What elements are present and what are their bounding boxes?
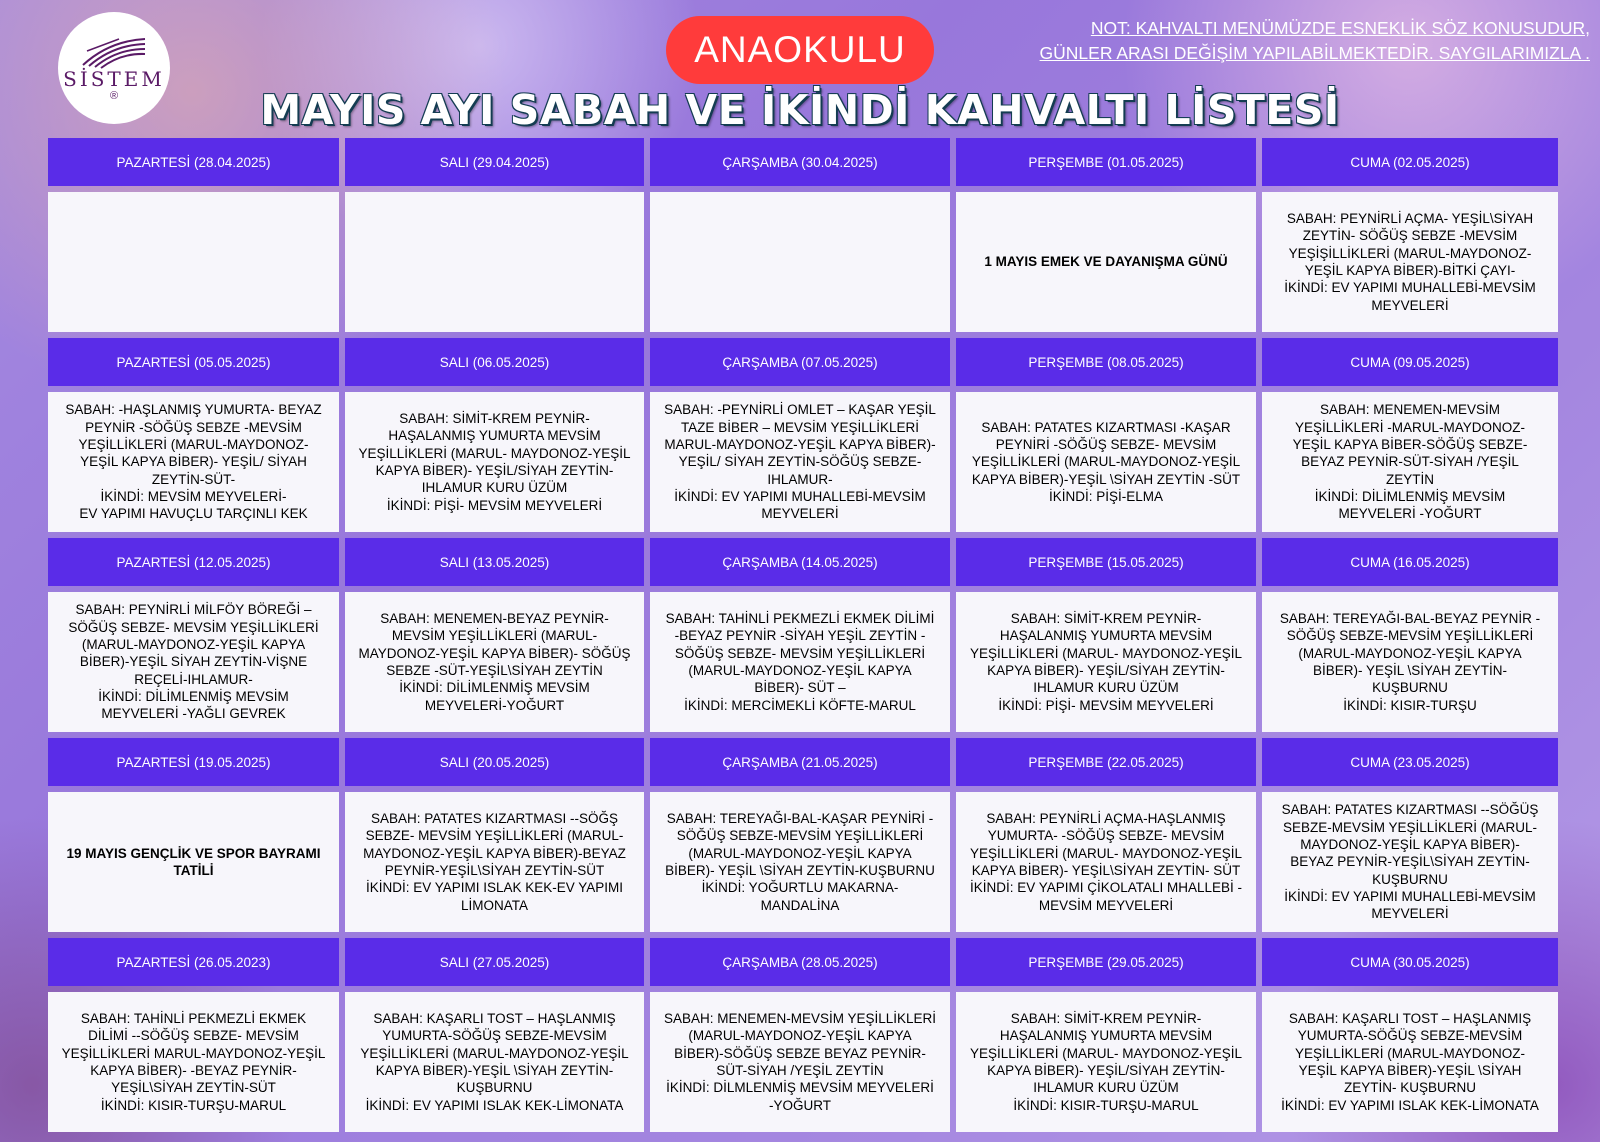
- day-header: PAZARTESİ (05.05.2025): [48, 338, 339, 386]
- day-menu: SABAH: MENEMEN-MEVSİM YEŞİLLİKLERİ (MARUL-MAYDONOZ-YEŞİL KAPYA BİBER)-SÖĞÜŞ SEBZE BEYAZ PEYNİR- SÜT-SİYAH /YEŞİL ZEYTİN İKİNDİ: DİLMLENMİŞ MEVSİM MEYVELERİ -YOĞURT: [650, 992, 950, 1132]
- day-header: SALI (29.04.2025): [345, 138, 644, 186]
- roof-lines-icon: [79, 35, 149, 69]
- day-menu: SABAH: KAŞARLI TOST – HAŞLANMIŞ YUMURTA-SÖĞÜŞ SEBZE-MEVSİM YEŞİLLİKLERİ (MARUL-MAYDONOZ-YEŞİL KAPYA BİBER)-YEŞİL \SİYAH ZEYTİN- KUŞBURNU İKİNDİ: EV YAPIMI ISLAK KEK-LİMONATA: [345, 992, 644, 1132]
- day-menu: SABAH: PEYNİRLİ MİLFÖY BÖREĞİ – SÖĞÜŞ SEBZE- MEVSİM YEŞİLLİKLERİ (MARUL-MAYDONOZ-YEŞİL KAPYA BİBER)-YEŞİL SİYAH ZEYTİN-VİŞNE REÇELİ-IHLAMUR- İKİNDİ: DİLİMLENMİŞ MEVSİM MEYVELERİ -YAĞLI GEVREK: [48, 592, 339, 732]
- day-header: PERŞEMBE (01.05.2025): [956, 138, 1256, 186]
- day-menu: SABAH: PATATES KIZARTMASI -KAŞAR PEYNİRİ -SÖĞÜŞ SEBZE- MEVSİM YEŞİLLİKLERİ (MARUL-MAYDONOZ-YEŞİL KAPYA BİBER)-YEŞİL \SİYAH ZEYTİN -SÜT İKİNDİ: PİŞİ-ELMA: [956, 392, 1256, 532]
- menu-note-line-2: GÜNLER ARASI DEĞİŞİM YAPILABİLMEKTEDİR. SAYGILARIMIZLA .: [1039, 43, 1590, 63]
- day-menu: SABAH: PEYNİRLİ AÇMA-HAŞLANMIŞ YUMURTA- -SÖĞÜŞ SEBZE- MEVSİM YEŞİLLİKLERİ (MARUL- MAYDONOZ-YEŞİL KAPYA BİBER)- YEŞİL\SİYAH ZEYTİN- SÜT İKİNDİ: EV YAPIMI ÇİKOLATALI MHALLEBİ - MEVSİM MEYVELERİ: [956, 792, 1256, 932]
- logo-wordmark: SİSTEM: [63, 66, 165, 91]
- day-menu: SABAH: TEREYAĞI-BAL-BEYAZ PEYNİR - SÖĞÜŞ SEBZE-MEVSİM YEŞİLLİKLERİ (MARUL-MAYDONOZ-YEŞİL KAPYA BİBER)- YEŞİL \SİYAH ZEYTİN- KUŞBURNU İKİNDİ: KISIR-TURŞU: [1262, 592, 1558, 732]
- menu-grid: [48, 138, 1552, 1132]
- day-header: ÇARŞAMBA (28.05.2025): [650, 938, 950, 986]
- day-menu: SABAH: SİMİT-KREM PEYNİR- HAŞALANMIŞ YUMURTA MEVSİM YEŞİLLİKLERİ (MARUL- MAYDONOZ-YEŞİL KAPYA BİBER)- YEŞİL/SİYAH ZEYTİN- IHLAMUR KURU ÜZÜM İKİNDİ: KISIR-TURŞU-MARUL: [956, 992, 1256, 1132]
- day-menu: SABAH: SİMİT-KREM PEYNİR- HAŞALANMIŞ YUMURTA MEVSİM YEŞİLLİKLERİ (MARUL- MAYDONOZ-YEŞİL KAPYA BİBER)- YEŞİL/SİYAH ZEYTİN- IHLAMUR KURU ÜZÜM İKİNDİ: PİŞİ- MEVSİM MEYVELERİ: [956, 592, 1256, 732]
- day-header: SALI (20.05.2025): [345, 738, 644, 786]
- day-header: PAZARTESİ (19.05.2025): [48, 738, 339, 786]
- day-header: CUMA (02.05.2025): [1262, 138, 1558, 186]
- day-menu: [48, 192, 339, 332]
- day-header: SALI (06.05.2025): [345, 338, 644, 386]
- day-menu: [650, 192, 950, 332]
- day-menu: SABAH: PATATES KIZARTMASI --SÖĞÜŞ SEBZE-MEVSİM YEŞİLLİKLERİ (MARUL- MAYDONOZ-YEŞİL KAPYA BİBER)- BEYAZ PEYNİR-YEŞİL\SİYAH ZEYTİN- KUŞBURNU İKİNDİ: EV YAPIMI MUHALLEBİ-MEVSİM MEYVELERİ: [1262, 792, 1558, 932]
- kindergarten-badge: ANAOKULU: [666, 16, 934, 84]
- day-header: CUMA (23.05.2025): [1262, 738, 1558, 786]
- day-header: ÇARŞAMBA (21.05.2025): [650, 738, 950, 786]
- day-menu: SABAH: SİMİT-KREM PEYNİR- HAŞALANMIŞ YUMURTA MEVSİM YEŞİLLİKLERİ (MARUL- MAYDONOZ-YEŞİL KAPYA BİBER)- YEŞİL/SİYAH ZEYTİN- IHLAMUR KURU ÜZÜM İKİNDİ: PİŞİ- MEVSİM MEYVELERİ: [345, 392, 644, 532]
- day-menu: SABAH: -HAŞLANMIŞ YUMURTA- BEYAZ PEYNİR -SÖĞÜŞ SEBZE -MEVSİM YEŞİLLİKLERİ (MARUL-MAYDONOZ- YEŞİL KAPYA BİBER)- YEŞİL/ SİYAH ZEYTİN-SÜT- İKİNDİ: MEVSİM MEYVELERİ- EV YAPIMI HAVUÇLU TARÇINLI KEK: [48, 392, 339, 532]
- holiday-note: 19 MAYIS GENÇLİK VE SPOR BAYRAMI TATİLİ: [48, 792, 339, 932]
- registered-mark: ®: [109, 89, 119, 102]
- day-header: PERŞEMBE (22.05.2025): [956, 738, 1256, 786]
- day-header: SALI (27.05.2025): [345, 938, 644, 986]
- day-header: SALI (13.05.2025): [345, 538, 644, 586]
- day-header: PERŞEMBE (29.05.2025): [956, 938, 1256, 986]
- day-header: ÇARŞAMBA (07.05.2025): [650, 338, 950, 386]
- day-menu: SABAH: PEYNİRLİ AÇMA- YEŞİL\SİYAH ZEYTİN- SÖĞÜŞ SEBZE -MEVSİM YEŞİŞİLLİKLERİ (MARUL-MAYDONOZ- YEŞİL KAPYA BİBER)-BİTKİ ÇAYI- İKİNDİ: EV YAPIMI MUHALLEBİ-MEVSİM MEYVELERİ: [1262, 192, 1558, 332]
- day-menu: SABAH: -PEYNİRLİ OMLET – KAŞAR YEŞİL TAZE BİBER – MEVSİM YEŞİLLİKLERİ MARUL-MAYDONOZ-YEŞİL KAPYA BİBER)- YEŞİL/ SİYAH ZEYTİN-SÖĞÜŞ SEBZE- IHLAMUR- İKİNDİ: EV YAPIMI MUHALLEBİ-MEVSİM MEYVELERİ: [650, 392, 950, 532]
- day-header: PERŞEMBE (08.05.2025): [956, 338, 1256, 386]
- day-menu: SABAH: PATATES KIZARTMASI --SÖĞŞ SEBZE- MEVSİM YEŞİLLİKLERİ (MARUL- MAYDONOZ-YEŞİL KAPYA BİBER)-BEYAZ PEYNİR-YEŞİL\SİYAH ZEYTİN-SÜT İKİNDİ: EV YAPIMI ISLAK KEK-EV YAPIMI LİMONATA: [345, 792, 644, 932]
- day-header: ÇARŞAMBA (14.05.2025): [650, 538, 950, 586]
- day-menu: SABAH: TAHİNLİ PEKMEZLİ EKMEK DİLİMİ --SÖĞÜŞ SEBZE- MEVSİM YEŞİLLİKLERİ MARUL-MAYDONOZ-YEŞİL KAPYA BİBER)- -BEYAZ PEYNİR- YEŞİL\SİYAH ZEYTİN-SÜT İKİNDİ: KISIR-TURŞU-MARUL: [48, 992, 339, 1132]
- day-menu: SABAH: TEREYAĞI-BAL-KAŞAR PEYNİRİ - SÖĞÜŞ SEBZE-MEVSİM YEŞİLLİKLERİ (MARUL-MAYDONOZ-YEŞİL KAPYA BİBER)- YEŞİL \SİYAH ZEYTİN-KUŞBURNU İKİNDİ: YOĞURTLU MAKARNA- MANDALİNA: [650, 792, 950, 932]
- day-header: PAZARTESİ (26.05.2023): [48, 938, 339, 986]
- day-menu: SABAH: TAHİNLİ PEKMEZLİ EKMEK DİLİMİ -BEYAZ PEYNİR -SİYAH YEŞİL ZEYTİN - SÖĞÜŞ SEBZE- MEVSİM YEŞİLLİKLERİ (MARUL-MAYDONOZ-YEŞİL KAPYA BİBER)- SÜT – İKİNDİ: MERCİMEKLİ KÖFTE-MARUL: [650, 592, 950, 732]
- day-menu: SABAH: MENEMEN-MEVSİM YEŞİLLİKLERİ -MARUL-MAYDONOZ- YEŞİL KAPYA BİBER-SÖĞÜŞ SEBZE- BEYAZ PEYNİR-SÜT-SİYAH /YEŞİL ZEYTİN İKİNDİ: DİLİMLENMİŞ MEVSİM MEYVELERİ -YOĞURT: [1262, 392, 1558, 532]
- day-header: PERŞEMBE (15.05.2025): [956, 538, 1256, 586]
- menu-note-line-1: NOT: KAHVALTI MENÜMÜZDE ESNEKLİK SÖZ KONUSUDUR,: [1090, 18, 1590, 38]
- holiday-note: 1 MAYIS EMEK VE DAYANIŞMA GÜNÜ: [956, 192, 1256, 332]
- day-menu: [345, 192, 644, 332]
- day-header: CUMA (16.05.2025): [1262, 538, 1558, 586]
- day-header: ÇARŞAMBA (30.04.2025): [650, 138, 950, 186]
- page-title: MAYIS AYI SABAH VE İKİNDİ KAHVALTI LİSTESİ: [260, 86, 1340, 134]
- day-header: PAZARTESİ (12.05.2025): [48, 538, 339, 586]
- menu-note: [950, 16, 1590, 66]
- day-header: CUMA (09.05.2025): [1262, 338, 1558, 386]
- day-menu: SABAH: MENEMEN-BEYAZ PEYNİR- MEVSİM YEŞİLLİKLERİ (MARUL- MAYDONOZ-YEŞİL KAPYA BİBER)- SÖĞÜŞ SEBZE -SÜT-YEŞİL\SİYAH ZEYTİN İKİNDİ: DİLİMLENMİŞ MEVSİM MEYVELERİ-YOĞURT: [345, 592, 644, 732]
- day-header: CUMA (30.05.2025): [1262, 938, 1558, 986]
- day-menu: SABAH: KAŞARLI TOST – HAŞLANMIŞ YUMURTA-SÖĞÜŞ SEBZE-MEVSİM YEŞİLLİKLERİ (MARUL-MAYDONOZ- YEŞİL KAPYA BİBER)-YEŞİL \SİYAH ZEYTİN- KUŞBURNU İKİNDİ: EV YAPIMI ISLAK KEK-LİMONATA: [1262, 992, 1558, 1132]
- day-header: PAZARTESİ (28.04.2025): [48, 138, 339, 186]
